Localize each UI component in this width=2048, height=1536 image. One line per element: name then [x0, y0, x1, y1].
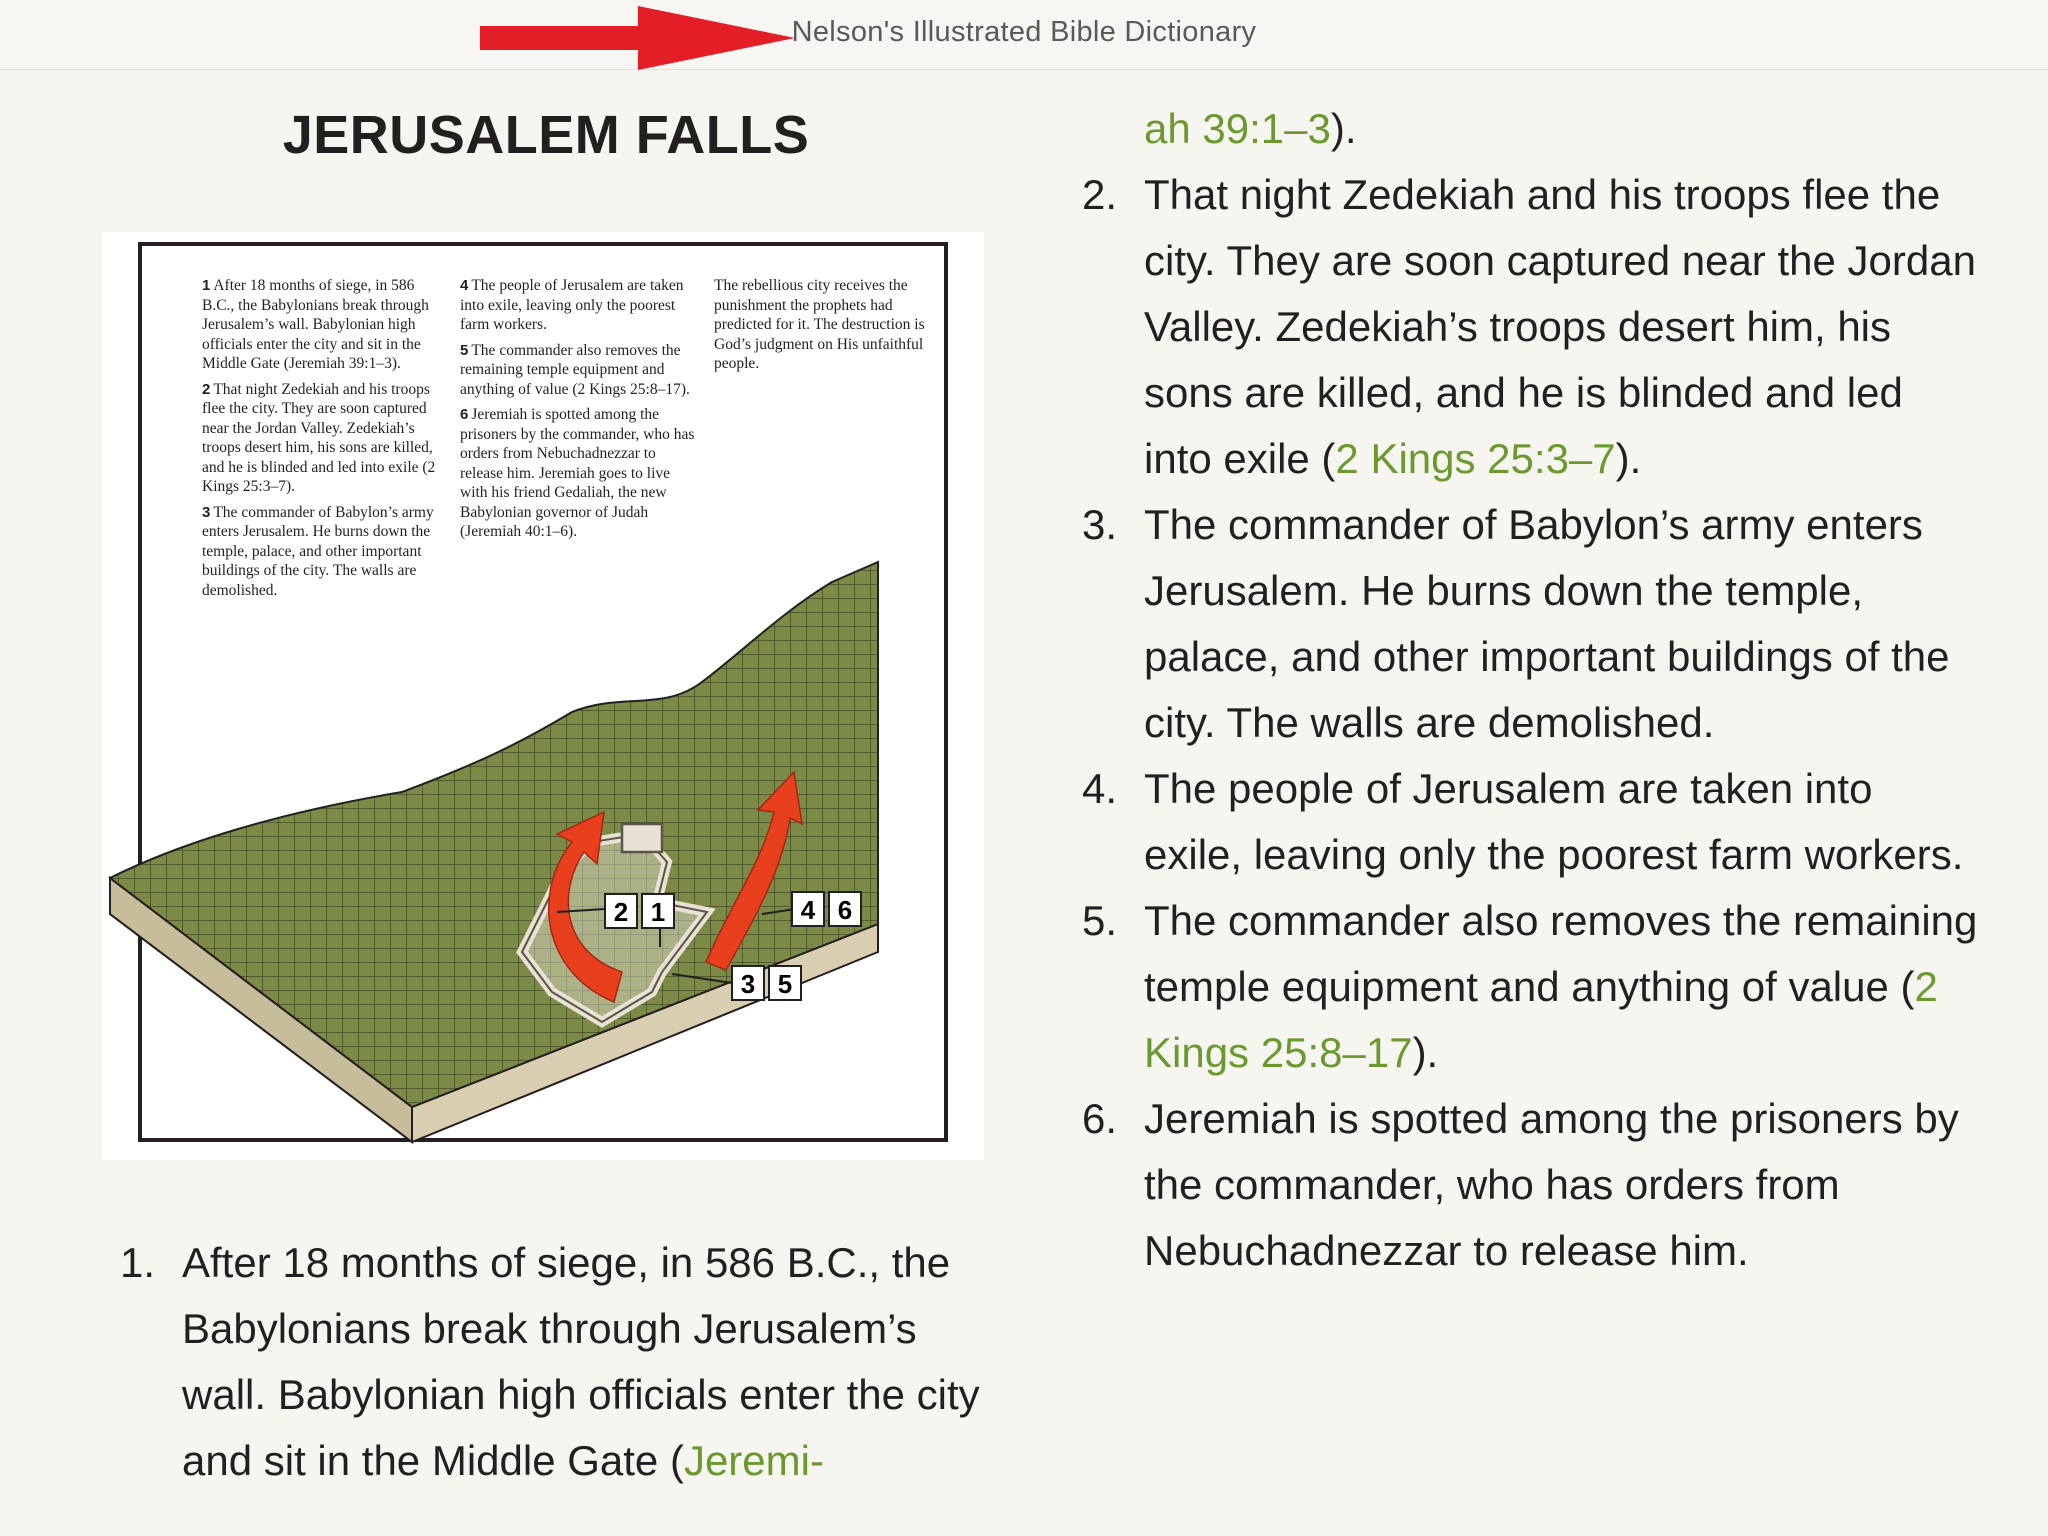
caption-column-2	[460, 276, 698, 548]
terrain-map	[102, 542, 984, 1160]
list-number: 5.	[1082, 897, 1118, 944]
map-label-6: 6	[837, 895, 853, 925]
map-label-2: 2	[613, 897, 629, 927]
list-item-text: The commander also removes the remaining temple equipment and anything of value (	[1144, 897, 1978, 1010]
events-list-left	[120, 1230, 1000, 1494]
list-number: 4.	[1082, 765, 1118, 812]
list-item-5: 5. The commander also removes the remaining temple equipment and anything of value (2 Kings 25:8–17).	[1082, 888, 1982, 1086]
map-label-3: 3	[740, 969, 756, 999]
list-number: 1.	[120, 1239, 156, 1286]
map-label-4: 4	[800, 895, 816, 925]
list-item-1	[120, 1230, 1000, 1494]
scripture-link-2-kings-25-3[interactable]: 2 Kings 25:3–7	[1335, 435, 1616, 482]
top-bar	[0, 0, 2048, 70]
scripture-link-2-kings-25-8[interactable]: 2 Kings 25:8–17	[1144, 963, 1938, 1076]
list-number: 2.	[1082, 171, 1118, 218]
list-item-text: That night Zedekiah and his troops flee the city. They are soon captured near the Jordan Valley. Zedekiah’s troops desert him, his sons are killed, and he is blinded and led into exile (	[1144, 171, 1976, 482]
map-label-1: 1	[650, 897, 666, 927]
list-item-6	[1082, 1086, 1982, 1284]
page-title: JERUSALEM FALLS	[282, 105, 810, 165]
caption-2: 2 That night Zedekiah and his troops flee the city. They are soon captured near the Jordan Valley. Zedekiah’s troops desert him, his sons are killed, and he is blinded and led into exile (2 Kings 25:3–7).	[202, 380, 436, 495]
list-number: 3.	[1082, 501, 1118, 548]
list-item-text: After 18 months of siege, in 586 B.C., the Babylonians break through Jerusalem’s wall. Babylonian high officials enter the city and sit in the Middle Gate (	[182, 1239, 980, 1484]
events-list-right	[1082, 96, 1982, 1284]
scripture-link-jeremiah-39-cont[interactable]: ah 39:1–3	[1144, 105, 1331, 152]
caption-6: 6 Jeremiah is spotted among the prisoners by the commander, who has orders from Nebuchadnezzar to release him. Jeremiah goes to live with his friend Gedaliah, the new Babylonian governor of Judah (Jeremiah 40:1–6).	[460, 406, 695, 540]
list-item-3	[1082, 492, 1982, 756]
list-item-4	[1082, 756, 1982, 888]
caption-1: 1 After 18 months of siege, in 586 B.C., the Babylonians break through Jerusalem’s wall. Babylonian high officials enter the city and sit in the Middle Gate (Jeremiah 39:1–3).	[202, 277, 429, 372]
list-item-text: The people of Jerusalem are taken into exile, leaving only the poorest farm workers.	[1144, 765, 1964, 878]
map-label-5: 5	[777, 969, 793, 999]
illustration-figure[interactable]	[102, 232, 984, 1160]
caption-5: 5 The commander also removes the remaining temple equipment and anything of value (2 Kings 25:8–17).	[460, 341, 690, 398]
caption-7: The rebellious city receives the punishment the prophets had predicted for it. The destruction is God’s judgment on His unfaithful people.	[714, 277, 925, 372]
caption-column-3	[714, 276, 950, 380]
caption-4: 4 The people of Jerusalem are taken into exile, leaving only the poorest farm workers.	[460, 277, 684, 333]
list-number: 6.	[1082, 1095, 1118, 1142]
list-item-1-continued: ah 39:1–3).	[1144, 105, 1357, 152]
list-item-text: Jeremiah is spotted among the prisoners by the commander, who has orders from Nebuchadnezzar to release him.	[1144, 1095, 1959, 1274]
book-title[interactable]: Nelson's Illustrated Bible Dictionary	[791, 16, 1257, 48]
list-item-2: 2. That night Zedekiah and his troops flee the city. They are soon captured near the Jordan Valley. Zedekiah’s troops desert him, his sons are killed, and he is blinded and led into exile (2 Kings 25:3–7).	[1082, 162, 1982, 492]
scripture-link-jeremiah-39[interactable]: Jeremi-	[683, 1437, 824, 1484]
list-item-text: The commander of Babylon’s army enters Jerusalem. He burns down the temple, palace, and other important buildings of the city. The walls are demolished.	[1144, 501, 1950, 746]
caption-3: 3 The commander of Babylon’s army enters Jerusalem. He burns down the temple, palace, and other important buildings of the city. The walls are demolished.	[202, 503, 434, 599]
